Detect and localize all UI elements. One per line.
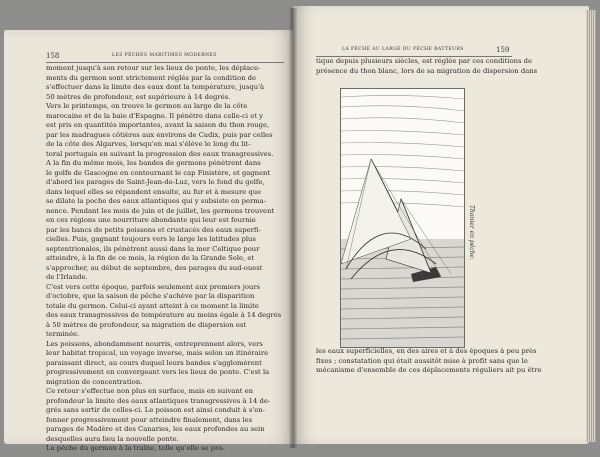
text-line: paraissant direct, au cours duquel leurs bandes s'agglomèrent: [46, 358, 262, 367]
text-line: tique depuis plusieurs siècles, est réglée par ces conditions de: [316, 57, 532, 65]
text-line: Vers le printemps, on trouve le germon au large de la côte: [46, 102, 248, 110]
text-line: moment jusqu'à son retour sur les lieux de ponte, les déplace-: [46, 64, 261, 72]
text-line: dans lequel elles se répandent ensuite, au fur et à mesure que: [46, 187, 262, 196]
text-line: des eaux transgressives de température au moins égale à 14 degrés: [46, 311, 282, 319]
text-line: de l'Irlande.: [46, 273, 88, 281]
text-line: cielles. Puis, gagnant toujours vers le large les latitudes plus: [46, 235, 256, 243]
text-line: nence. Pendant les mois de juin et de juillet, les germons trouvent: [46, 206, 275, 215]
page-edges: [586, 10, 596, 442]
text-line: A la fin du même mois, les bandes de germons pénètrent dans: [46, 159, 261, 167]
text-line: les eaux superficielles, en des aires et à des époques à peu près: [316, 347, 537, 355]
text-line: à 50 mètres de profondeur, sa migration de dispersion est: [46, 320, 247, 329]
text-line: fonner progressivement pour atteindre finalement, dans les: [46, 415, 253, 424]
text-line: desquelles aura lieu la nouvelle ponte.: [46, 434, 179, 443]
text-line: de la côte des Algarves, lorsqu'en mai s'élève le long du lit-: [46, 140, 251, 148]
text-line: fixes ; constatation qui était aussitôt mise à profit sans que le: [316, 356, 528, 365]
text-line: se dilate la poche des eaux atlantiques qui y subsiste en perma-: [46, 197, 267, 205]
text-line: septentrionales, ils pénètrent aussi dans la mer Celtique pour: [46, 244, 260, 253]
text-line: par les madragues côtières aux environs de Cadix, puis par celles: [46, 130, 273, 139]
text-line: atteindre, à la fin de ce mois, la région de la Grande Sole, et: [46, 254, 255, 262]
text-line: par les bancs de petits poissons et crustacés des eaux superfi-: [46, 225, 261, 234]
text-line: en ces régions une nourriture abondante qui leur est fournie: [46, 216, 256, 224]
text-line: C'est vers cette époque, parfois seulement aux premiers jours: [46, 282, 261, 291]
text-line: est pris en quantités importantes, avant la saison du thon rouge,: [46, 121, 270, 129]
text-line: ments du germon sont strictement réglés par la condition de: [46, 73, 256, 82]
sailboat-illustration: [341, 89, 464, 347]
text-line: parages de Madère et des Canaries, les eaux profondes au sein: [46, 425, 265, 433]
book-spine: [289, 8, 297, 448]
engraving-fishing-boat: [340, 88, 465, 348]
text-line: leur habitat tropical, un voyage inverse, mais selon un itinéraire: [46, 349, 269, 357]
right-page-number: 159: [496, 46, 510, 54]
text-line: toral portugais en suivant la progression des eaux transgressives.: [46, 149, 274, 158]
text-line: progressivement en convergeant vers les lieux de ponte. C'est la: [46, 368, 270, 376]
text-line: s'effectuer dans la limite des eaux dont la température, jusqu'à: [46, 83, 265, 91]
text-line: présence du thon blanc, lors de sa migration de dispersion dans: [316, 66, 538, 75]
text-line: le golfe de Gascogne en contournant le cap Finistère, et gagnent: [46, 168, 271, 177]
text-line: profondeur la limite des eaux atlantiques transgressives à 14 de-: [46, 396, 271, 405]
text-line: grés sans sortir de celles-ci. Le poisson est ainsi conduit à s'en-: [46, 406, 265, 414]
left-body-text: [46, 64, 284, 454]
text-line: migration de concentration.: [46, 377, 143, 386]
left-header-rule: [46, 62, 284, 63]
text-line: Les poissons, abondamment nourris, entreprennent alors, vers: [46, 339, 263, 348]
left-page-number: 158: [46, 52, 60, 60]
text-line: d'abord les parages de Saint-Jean-de-Luz, vers le fond du golfe,: [46, 178, 265, 186]
right-top-text: [316, 57, 538, 76]
illustration-caption: Thonier en pêche.: [468, 205, 475, 260]
text-line: d'octobre, que la saison de pêche s'achève par la disparition: [46, 292, 255, 300]
text-line: s'approcher, au début de septembre, des parages du sud-ouest: [46, 263, 263, 272]
left-running-head: LES PÊCHES MARITIMES MODERNES: [112, 53, 217, 58]
text-line: terminée.: [46, 330, 80, 338]
text-line: marocaine et de la baie d'Espagne. Il pénètre dans celle-ci et y: [46, 111, 263, 120]
text-line: mécanisme d'ensemble de ces déplacements réguliers ait pu être: [316, 366, 542, 374]
text-line: 50 mètres de profondeur, est supérieure à 14 degrés.: [46, 92, 231, 101]
text-line: Ce retour s'effectue non plus en surface, mais en suivant en: [46, 387, 254, 395]
right-running-head: LA PÊCHE AU LARGE DU PÊCHE BATTEURS: [342, 47, 464, 52]
text-line: totale du germon. Celui-ci ayant atteint à ce moment la limite: [46, 301, 259, 310]
text-line: La pêche du germon à la traîne, telle qu'elle se pra-: [46, 444, 225, 452]
right-bottom-text: [316, 347, 542, 376]
